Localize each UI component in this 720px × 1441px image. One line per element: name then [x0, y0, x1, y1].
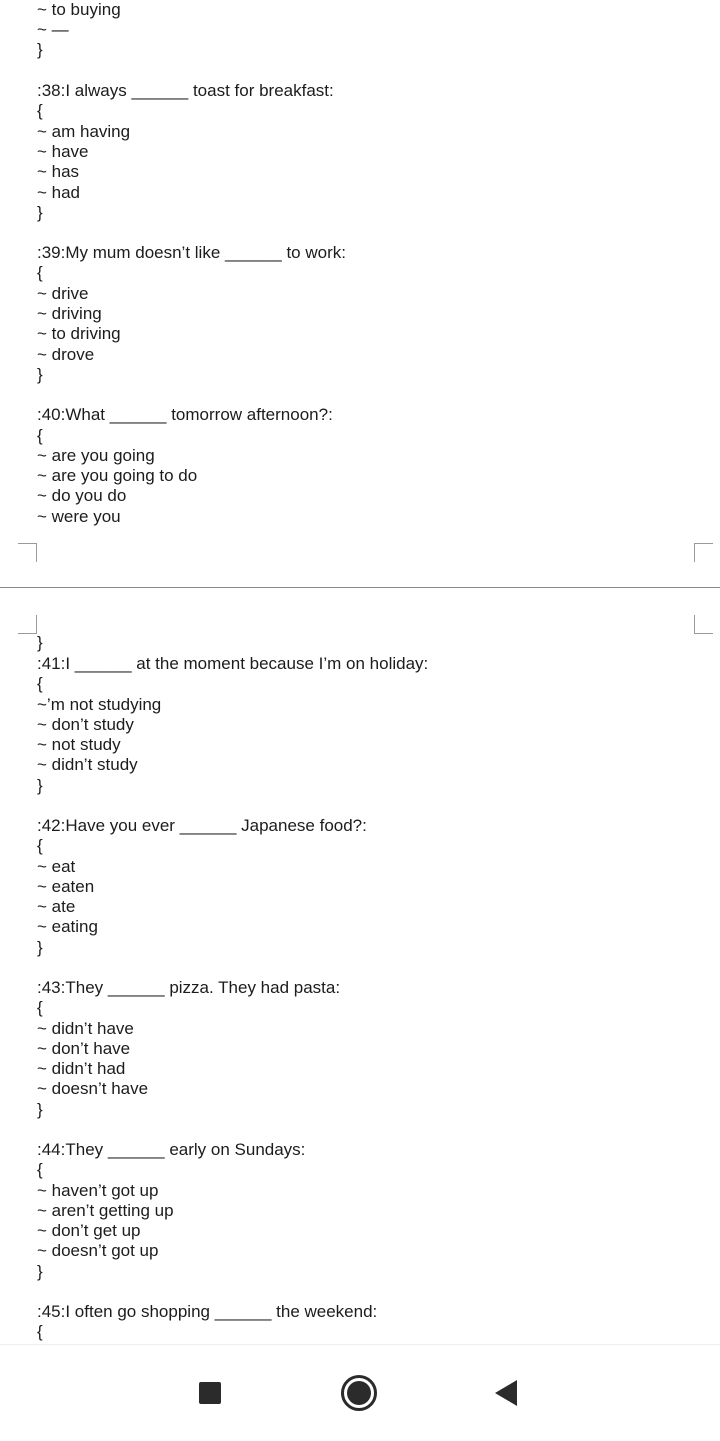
option: ~ were you [37, 507, 121, 526]
text-line: { [37, 998, 43, 1017]
question-44: :44:They ______ early on Sundays: [37, 1140, 306, 1159]
option: ~ have [37, 142, 89, 161]
page-divider [0, 587, 720, 588]
option: ~ didn’t had [37, 1059, 126, 1078]
option: ~ aren’t getting up [37, 1201, 174, 1220]
option: ~ ate [37, 897, 76, 916]
text-line: } [37, 938, 43, 957]
page-corner-mark [18, 615, 37, 634]
option: ~ do you do [37, 486, 127, 505]
text-line: } [37, 365, 43, 384]
text-line: ~ to buying [37, 0, 121, 19]
option: ~ not study [37, 735, 121, 754]
text-line: } [37, 776, 43, 795]
page-corner-mark [18, 543, 37, 562]
system-navigation-bar [0, 1344, 720, 1441]
question-41: :41:I ______ at the moment because I’m on holiday: [37, 654, 429, 673]
triangle-back-icon [495, 1380, 517, 1406]
home-button[interactable] [311, 1345, 407, 1441]
option: ~ didn’t study [37, 755, 138, 774]
recents-button[interactable] [162, 1345, 258, 1441]
option: ~ don’t study [37, 715, 134, 734]
circle-icon [341, 1375, 377, 1411]
question-45: :45:I often go shopping ______ the weekend: [37, 1302, 378, 1321]
option: ~ doesn’t got up [37, 1241, 159, 1260]
option: ~ haven’t got up [37, 1181, 159, 1200]
option: ~ to driving [37, 324, 121, 343]
text-line: } [37, 1262, 43, 1281]
question-40: :40:What ______ tomorrow afternoon?: [37, 405, 333, 424]
text-line: { [37, 836, 43, 855]
question-43: :43:They ______ pizza. They had pasta: [37, 978, 341, 997]
option: ~ am having [37, 122, 131, 141]
option: ~ eating [37, 917, 98, 936]
question-39: :39:My mum doesn’t like ______ to work: [37, 243, 346, 262]
option: ~ eaten [37, 877, 95, 896]
option: ~ don’t have [37, 1039, 131, 1058]
text-line: { [37, 426, 43, 445]
text-line: } [37, 1100, 43, 1119]
text-line: } [37, 633, 43, 652]
option: ~’m not studying [37, 695, 162, 714]
text-line: { [37, 1160, 43, 1179]
option: ~ has [37, 162, 80, 181]
option: ~ didn’t have [37, 1019, 134, 1038]
square-icon [199, 1382, 221, 1404]
text-line: } [37, 203, 43, 222]
option: ~ driving [37, 304, 102, 323]
page-corner-mark [694, 615, 713, 634]
page-corner-mark [694, 543, 713, 562]
option: ~ don’t get up [37, 1221, 141, 1240]
option: ~ had [37, 183, 81, 202]
option: ~ eat [37, 857, 76, 876]
text-line: { [37, 101, 43, 120]
text-line: { [37, 674, 43, 693]
text-line: } [37, 40, 43, 59]
option: ~ are you going [37, 446, 155, 465]
option: ~ drive [37, 284, 89, 303]
text-line: ~ — [37, 20, 69, 39]
back-button[interactable] [458, 1345, 554, 1441]
text-line: { [37, 263, 43, 282]
text-line: { [37, 1322, 43, 1341]
option: ~ drove [37, 345, 95, 364]
question-38: :38:I always ______ toast for breakfast: [37, 81, 334, 100]
option: ~ doesn’t have [37, 1079, 149, 1098]
question-42: :42:Have you ever ______ Japanese food?: [37, 816, 367, 835]
option: ~ are you going to do [37, 466, 198, 485]
